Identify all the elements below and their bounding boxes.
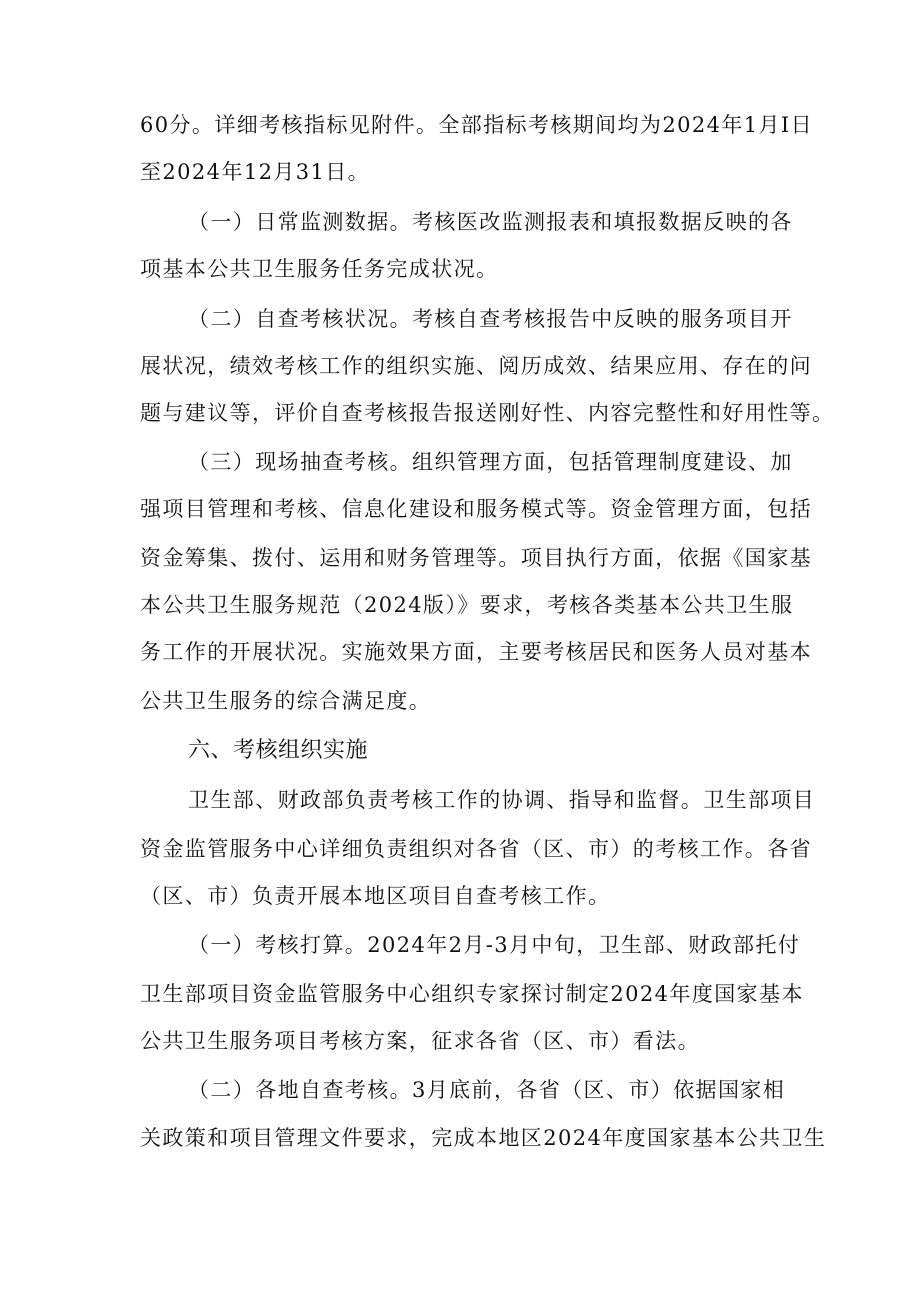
- paragraph-line: （区、市）负责开展本地区项目自查考核工作。: [140, 884, 611, 908]
- paragraph-line: （二）各地自查考核。3月底前，各省（区、市）依据国家相: [188, 1078, 786, 1102]
- paragraph-line: 务工作的开展状况。实施效果方面，主要考核居民和医务人员对基本: [140, 640, 812, 664]
- paragraph-line: （二）自查考核状况。考核自查考核报告中反映的服务项目开: [188, 307, 793, 331]
- paragraph-line: 卫生部、财政部负责考核工作的协调、指导和监督。卫生部项目: [188, 788, 816, 812]
- paragraph-line: （一）考核打算。2024年2月-3月中旬，卫生部、财政部托付: [188, 933, 801, 957]
- paragraph-line: 公共卫生服务的综合满足度。: [140, 689, 432, 713]
- paragraph-line: 强项目管理和考核、信息化建设和服务模式等。资金管理方面，包括: [140, 497, 812, 521]
- paragraph-line: 题与建议等，评价自查考核报告报送刚好性、内容完整性和好用性等。: [140, 401, 835, 425]
- paragraph-line: 项基本公共卫生服务任务完成状况。: [140, 257, 499, 281]
- paragraph-line: 资金筹集、拨付、运用和财务管理等。项目执行方面，依据《国家基: [140, 546, 812, 570]
- paragraph-line: 展状况，绩效考核工作的组织实施、阅历成效、结果应用、存在的问: [140, 354, 812, 378]
- paragraph-line: 至2024年12月31日。: [140, 160, 371, 184]
- paragraph-line: 关政策和项目管理文件要求，完成本地区2024年度国家基本公共卫生: [140, 1126, 827, 1150]
- paragraph-line: 卫生部项目资金监管服务中心组织专家探讨制定2024年度国家基本: [140, 982, 804, 1006]
- paragraph-line: 公共卫生服务项目考核方案，征求各省（区、市）看法。: [140, 1029, 700, 1053]
- paragraph-line: （一）日常监测数据。考核医改监测报表和填报数据反映的各: [188, 210, 793, 234]
- paragraph-line: （三）现场抽查考核。组织管理方面，包括管理制度建设、加: [188, 450, 793, 474]
- paragraph-line: 资金监管服务中心详细负责组织对各省（区、市）的考核工作。各省: [140, 837, 812, 861]
- paragraph-line: 本公共卫生服务规范（2024版）》要求，考核各类基本公共卫生服: [140, 593, 794, 617]
- section-heading: 六、考核组织实施: [188, 738, 369, 763]
- paragraph-line: 60分。详细考核指标见附件。全部指标考核期间均为2024年1月I日: [140, 113, 814, 137]
